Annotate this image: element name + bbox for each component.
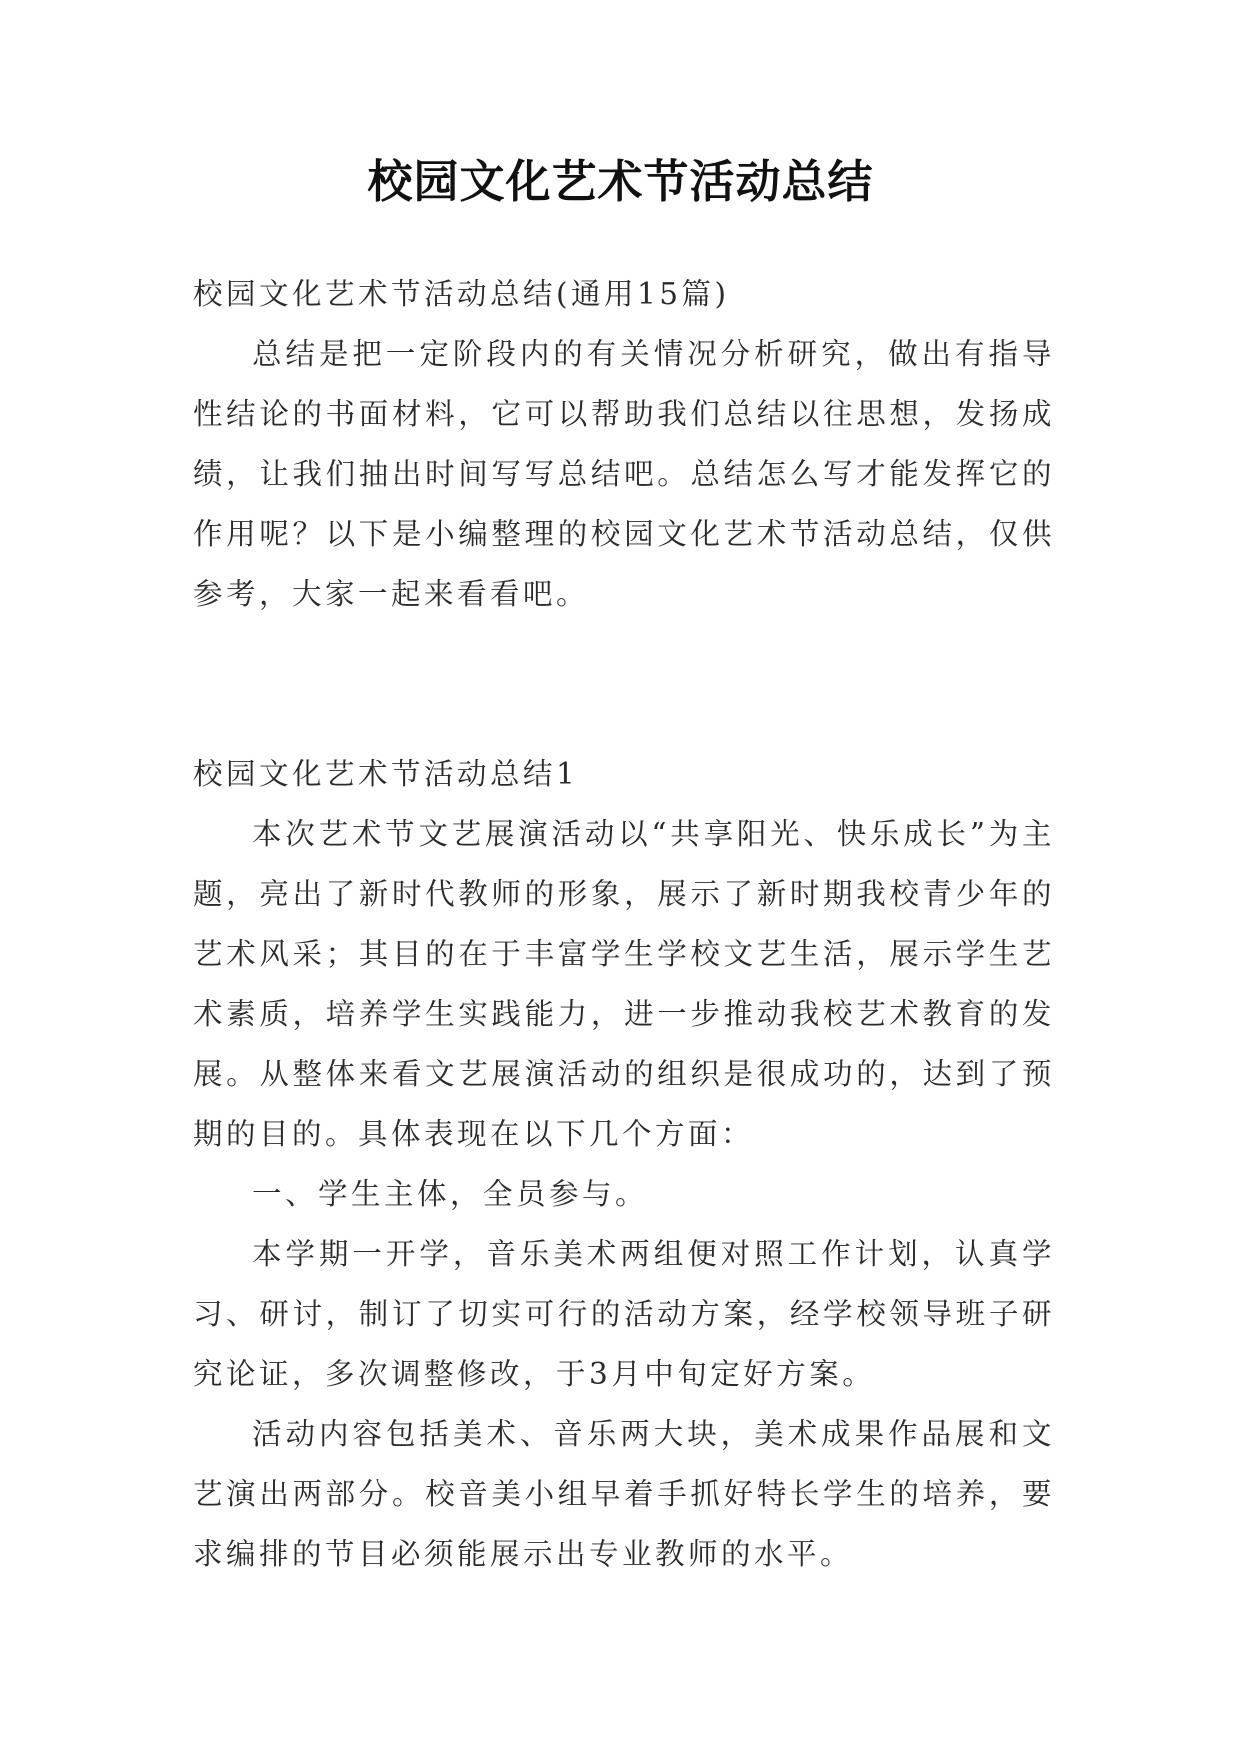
section-gap bbox=[193, 624, 1055, 744]
point-heading: 一、学生主体，全员参与。 bbox=[252, 1177, 649, 1211]
section-heading: 校园文化艺术节活动总结1 bbox=[193, 757, 579, 791]
intro-paragraph: 总结是把一定阶段内的有关情况分析研究，做出有指导性结论的书面材料，它可以帮助我们总结以往思想，发扬成绩，让我们抽出时间写写总结吧。总结怎么写才能发挥它的作用呢？以下是小编整理的校园文化艺术节活动总结，仅供参考，大家一起来看看吧。 bbox=[193, 337, 1055, 611]
document-subtitle: 校园文化艺术节活动总结(通用15篇) bbox=[193, 277, 730, 311]
body-paragraph: 本学期一开学，音乐美术两组便对照工作计划，认真学习、研讨，制订了切实可行的活动方案，经学校领导班子研究论证，多次调整修改，于3月中旬定好方案。 bbox=[193, 1237, 1055, 1391]
document-title: 校园文化艺术节活动总结 bbox=[367, 155, 874, 208]
document-body bbox=[193, 264, 1055, 1584]
body-paragraph: 本次艺术节文艺展演活动以“共享阳光、快乐成长”为主题，亮出了新时代教师的形象，展示了新时期我校青少年的艺术风采；其目的在于丰富学生学校文艺生活，展示学生艺术素质，培养学生实践能力，进一步推动我校艺术教育的发展。从整体来看文艺展演活动的组织是很成功的，达到了预期的目的。具体表现在以下几个方面： bbox=[193, 817, 1055, 1151]
body-paragraph: 活动内容包括美术、音乐两大块，美术成果作品展和文艺演出两部分。校音美小组早着手抓好特长学生的培养，要求编排的节目必须能展示出专业教师的水平。 bbox=[193, 1417, 1055, 1571]
